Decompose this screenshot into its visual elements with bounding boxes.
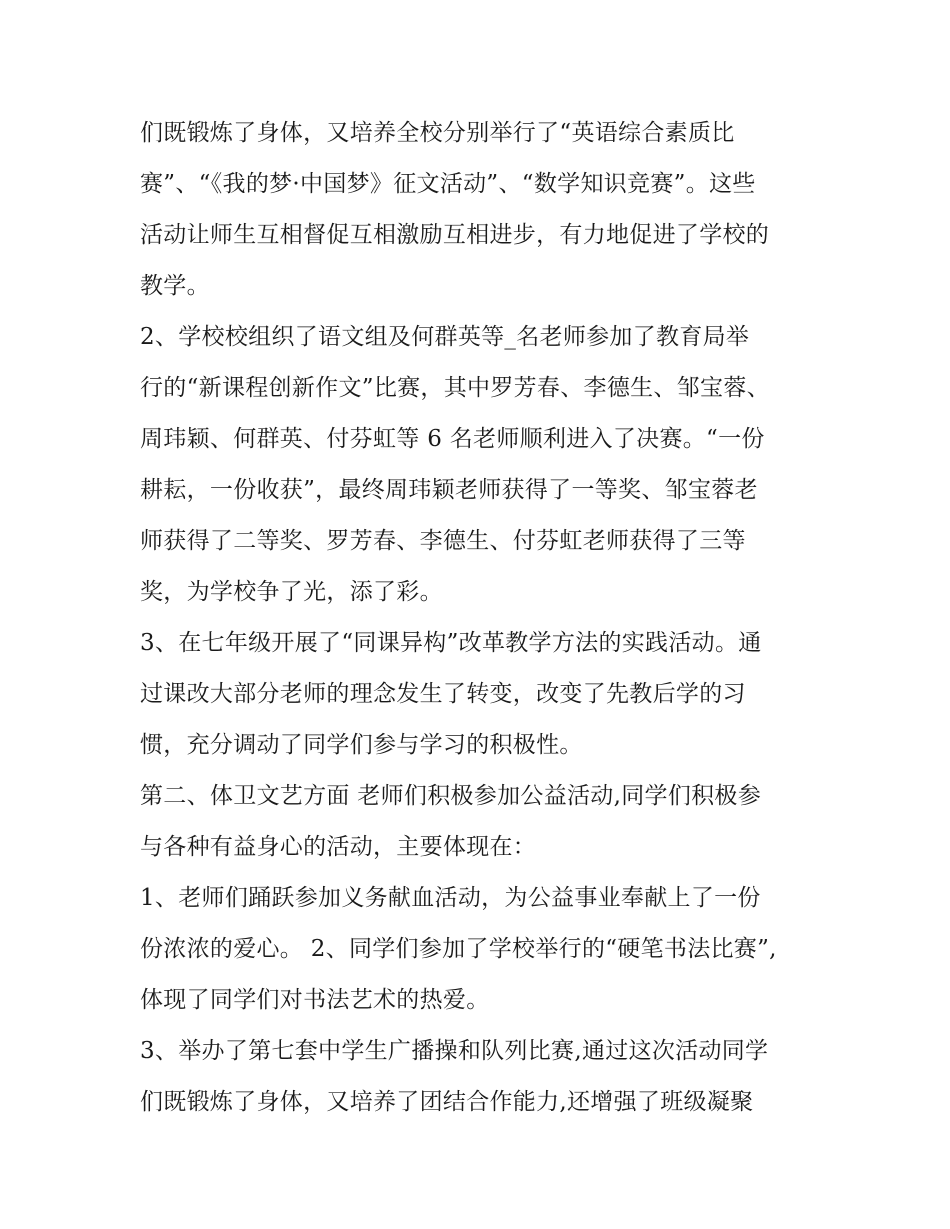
text-line: 们既锻炼了身体，又培养了团结合作能力,还增强了班级凝聚 xyxy=(140,1089,754,1115)
text-line: 1、老师们踊跃参加义务献血活动，为公益事业奉献上了一份 xyxy=(140,885,761,911)
text-line: 3、举办了第七套中学生广播操和队列比赛,通过这次活动同学 xyxy=(140,1038,769,1064)
text-line: 奖，为学校争了光，添了彩。 xyxy=(140,579,443,605)
text-line: 行的“新课程创新作文”比赛，其中罗芳春、李德生、邹宝蓉、 xyxy=(140,375,770,401)
text-line: 师获得了二等奖、罗芳春、李德生、付芬虹老师获得了三等 xyxy=(140,528,746,554)
text-line: 教学。 xyxy=(140,273,210,299)
text-line: 周玮颖、何群英、付芬虹等 6 名老师顺利进入了决赛。“一份 xyxy=(140,426,765,452)
document-body xyxy=(140,108,820,1128)
text-line: 2、学校校组织了语文组及何群英等_名老师参加了教育局举 xyxy=(140,324,750,350)
text-line: 体现了同学们对书法艺术的热爱。 xyxy=(140,987,490,1013)
text-line: 过课改大部分老师的理念发生了转变，改变了先教后学的习 xyxy=(140,681,746,707)
text-line: 活动让师生互相督促互相激励互相进步，有力地促进了学校的 xyxy=(140,222,770,248)
text-line: 赛”、“《我的梦·中国梦》征文活动”、“数学知识竞赛”。这些 xyxy=(140,171,756,197)
text-line: 3、在七年级开展了“同课异构”改革教学方法的实践活动。通 xyxy=(140,630,762,656)
text-line: 耕耘，一份收获”，最终周玮颖老师获得了一等奖、邹宝蓉老 xyxy=(140,477,758,503)
text-line: 们既锻炼了身体，又培养全校分别举行了“英语综合素质比 xyxy=(140,120,735,146)
text-line: 与各种有益身心的活动，主要体现在： xyxy=(140,834,537,860)
text-line: 份浓浓的爱心。 2、同学们参加了学校举行的“硬笔书法比赛”, xyxy=(140,936,777,962)
text-line: 惯，充分调动了同学们参与学习的积极性。 xyxy=(140,732,583,758)
text-line: 第二、体卫文艺方面 老师们积极参加公益活动,同学们积极参 xyxy=(140,783,762,809)
